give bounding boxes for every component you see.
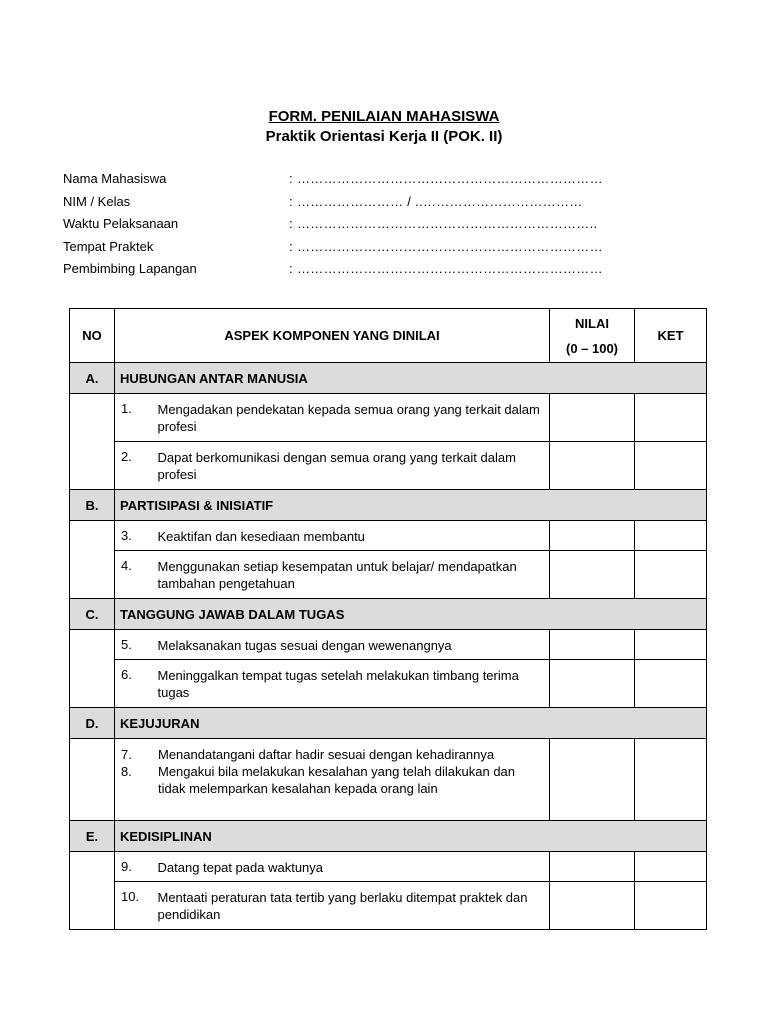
identity-label: Nama Mahasiswa [63, 171, 167, 186]
score-cell[interactable] [550, 739, 635, 821]
item-text: Dapat berkomunikasi dengan semua orang yang terkait dalam profesi [158, 442, 550, 490]
remark-cell[interactable] [635, 630, 707, 660]
score-cell[interactable] [550, 551, 635, 599]
section-row-d [70, 708, 707, 739]
table-row [70, 521, 707, 551]
form-subtitle: Praktik Orientasi Kerja II (POK. II) [265, 128, 503, 145]
header-aspect: ASPEK KOMPONEN YANG DINILAI [115, 309, 550, 363]
item-number: 3. [115, 521, 158, 551]
section-letter: C. [70, 599, 115, 630]
table-row [70, 551, 707, 599]
remark-cell[interactable] [635, 739, 707, 821]
header-score-range: (0 – 100) [565, 340, 619, 356]
identity-colon: : [289, 171, 293, 186]
score-cell[interactable] [550, 521, 635, 551]
identity-fill-line[interactable]: …………………………………………………………… [297, 171, 603, 186]
header-score-label: NILAI [575, 315, 609, 331]
remark-cell[interactable] [635, 551, 707, 599]
identity-label: Pembimbing Lapangan [63, 261, 197, 276]
section-name: KEJUJURAN [115, 708, 707, 739]
table-row [70, 394, 707, 442]
header-remark: KET [635, 309, 707, 363]
no-cell-empty [70, 521, 115, 599]
item-number: 6. [115, 660, 158, 708]
item-text: Mengakui bila melakukan kesalahan yang telah dilakukan dan tidak melemparkan kesalahan kepada orang lain [158, 764, 516, 796]
score-cell[interactable] [550, 630, 635, 660]
remark-cell[interactable] [635, 442, 707, 490]
item-text: Datang tepat pada waktunya [158, 852, 550, 882]
section-letter: B. [70, 490, 115, 521]
table-row [70, 882, 707, 930]
item-number: 5. [115, 630, 158, 660]
identity-row-time [63, 216, 603, 239]
score-cell[interactable] [550, 882, 635, 930]
no-cell-empty [70, 394, 115, 490]
no-cell-empty [70, 630, 115, 708]
identity-block [63, 171, 603, 284]
identity-fill-line[interactable]: ………………………………………………………….. [297, 216, 598, 231]
item-text: Menggunakan setiap kesempatan untuk belajar/ mendapatkan tambahan pengetahuan [158, 551, 550, 599]
section-row-e [70, 821, 707, 852]
identity-colon: : [289, 193, 293, 209]
table-row [70, 739, 707, 821]
section-name: PARTISIPASI & INISIATIF [115, 490, 707, 521]
item-text: Menandatangani daftar hadir sesuai dengan kehadirannya [158, 747, 495, 762]
no-cell-empty [70, 739, 115, 821]
remark-cell[interactable] [635, 852, 707, 882]
item-number: 10. [115, 882, 158, 930]
item-text: Meninggalkan tempat tugas setelah melakukan timbang terima tugas [158, 660, 550, 708]
table-header-row [70, 309, 707, 363]
item-text: Mengadakan pendekatan kepada semua orang yang terkait dalam profesi [158, 394, 550, 442]
score-cell[interactable] [550, 394, 635, 442]
item-number: 1. [115, 394, 158, 442]
item-number: 8. [121, 764, 132, 779]
identity-colon: : [289, 261, 293, 276]
identity-row-supervisor [63, 261, 603, 284]
section-row-b [70, 490, 707, 521]
section-name: KEDISIPLINAN [115, 821, 707, 852]
identity-fill-line[interactable]: …………………………………………………………… [297, 261, 603, 276]
table-row [70, 852, 707, 882]
table-row [70, 630, 707, 660]
header-no: NO [70, 309, 115, 363]
table-row [70, 660, 707, 708]
item-number: 7. [121, 747, 132, 762]
identity-row-name [63, 171, 603, 194]
identity-colon: : [289, 238, 293, 254]
remark-cell[interactable] [635, 882, 707, 930]
section-letter: D. [70, 708, 115, 739]
item-text: Melaksanakan tugas sesuai dengan wewenangnya [158, 630, 550, 660]
item-number: 4. [115, 551, 158, 599]
no-cell-empty [70, 852, 115, 930]
score-cell[interactable] [550, 660, 635, 708]
item-text: Mentaati peraturan tata tertib yang berlaku ditempat praktek dan pendidikan [158, 882, 550, 930]
identity-fill-line[interactable]: …………………… / ..……………………………… [297, 193, 583, 209]
identity-fill-line[interactable]: …………………………………………………………… [297, 238, 603, 254]
identity-row-place [63, 239, 603, 262]
item-number: 2. [115, 442, 158, 490]
section-name: HUBUNGAN ANTAR MANUSIA [115, 363, 707, 394]
identity-label: Tempat Praktek [63, 238, 154, 254]
item-text-group [115, 739, 550, 821]
identity-label: NIM / Kelas [63, 193, 131, 209]
remark-cell[interactable] [635, 660, 707, 708]
identity-colon: : [289, 216, 293, 231]
section-row-c [70, 599, 707, 630]
item-text: Keaktifan dan kesediaan membantu [158, 521, 550, 551]
identity-row-nim [63, 194, 603, 217]
list-item [121, 763, 543, 797]
identity-label: Waktu Pelaksanaan [63, 216, 179, 231]
header-score [550, 309, 635, 363]
assessment-table [69, 308, 707, 930]
list-item [121, 746, 543, 763]
remark-cell[interactable] [635, 394, 707, 442]
score-cell[interactable] [550, 852, 635, 882]
table-row [70, 442, 707, 490]
remark-cell[interactable] [635, 521, 707, 551]
section-name: TANGGUNG JAWAB DALAM TUGAS [115, 599, 707, 630]
score-cell[interactable] [550, 442, 635, 490]
item-number: 9. [115, 852, 158, 882]
section-row-a [70, 363, 707, 394]
section-letter: E. [70, 821, 115, 852]
form-title: FORM. PENILAIAN MAHASISWA [268, 108, 500, 125]
section-letter: A. [70, 363, 115, 394]
